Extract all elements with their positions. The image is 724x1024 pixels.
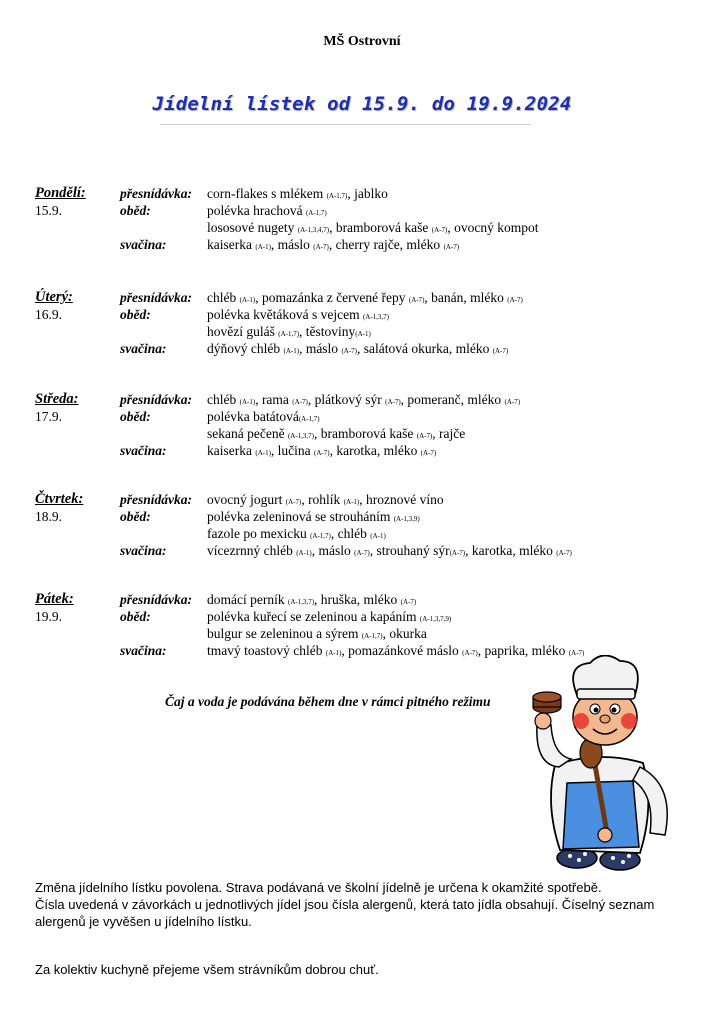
menu-row xyxy=(35,185,635,202)
food-text: , rohlík xyxy=(301,492,344,507)
menu-row xyxy=(35,202,635,219)
menu-row xyxy=(35,289,635,306)
allergen-code: (A-1) xyxy=(343,498,360,506)
allergen-code: (A-7) xyxy=(313,243,329,251)
wish-text: Za kolektiv kuchyně přejeme všem strávníkům dobrou chuť. xyxy=(35,962,379,977)
food-text: chléb xyxy=(207,290,240,305)
allergen-code: (A-1) xyxy=(355,330,371,338)
allergen-code: (A-7) xyxy=(314,449,330,457)
meal-label: přesnídávka: xyxy=(120,592,192,607)
day-block xyxy=(35,391,635,459)
food-text: kaiserka xyxy=(207,443,256,458)
food-text: corn-flakes s mlékem xyxy=(207,186,327,201)
food-text: dýňový chléb xyxy=(207,341,284,356)
menu-row xyxy=(35,525,635,542)
food-items xyxy=(207,236,459,256)
food-text: , okurka xyxy=(382,626,427,641)
food-text: , hruška, mléko xyxy=(314,592,401,607)
allergen-code: (A-1) xyxy=(239,296,256,304)
food-text: polévka hrachová xyxy=(207,203,306,218)
meal-label: oběd: xyxy=(120,609,151,624)
notes xyxy=(35,879,675,930)
allergen-code: (A-1,7) xyxy=(298,415,320,423)
day-name: Pondělí: xyxy=(35,185,86,201)
food-text: , bramborová kaše xyxy=(329,220,432,235)
allergen-code: (A-7) xyxy=(556,549,572,557)
allergen-code: (A-1) xyxy=(255,449,271,457)
day-date: 16.9. xyxy=(35,307,62,322)
food-text: domácí perník xyxy=(207,592,288,607)
allergen-code: (A-1,7) xyxy=(361,632,383,640)
meal-label: svačina: xyxy=(120,443,167,458)
menu-row xyxy=(35,425,635,442)
food-text: , pomazánkové máslo xyxy=(341,643,463,658)
allergen-code: (A-1,3,9) xyxy=(393,515,420,523)
food-text: polévka květáková s vejcem xyxy=(207,307,363,322)
allergen-code: (A-7) xyxy=(492,347,509,355)
menu-row xyxy=(35,340,635,357)
food-text: , bramborová kaše xyxy=(314,426,417,441)
food-text: , rama xyxy=(255,392,293,407)
allergen-code: (A-7) xyxy=(354,549,370,557)
meal-label: svačina: xyxy=(120,237,167,252)
menu-row xyxy=(35,625,635,642)
day-block xyxy=(35,491,635,559)
food-text: polévka batátová xyxy=(207,409,299,424)
menu-row xyxy=(35,391,635,408)
food-items xyxy=(207,542,572,562)
food-text: , ovocný kompot xyxy=(447,220,539,235)
allergen-code: (A-7) xyxy=(385,398,401,406)
meal-label: přesnídávka: xyxy=(120,290,192,305)
chef-illustration xyxy=(515,655,695,875)
menu-row xyxy=(35,591,635,608)
menu-row xyxy=(35,306,635,323)
day-block xyxy=(35,591,635,659)
meal-label: přesnídávka: xyxy=(120,186,192,201)
allergen-code: (A-1,3,7) xyxy=(287,432,315,440)
food-text: vícezrnný chléb xyxy=(207,543,297,558)
food-text: , paprika, mléko xyxy=(477,643,569,658)
allergen-code: (A-1,3,7,9) xyxy=(419,615,452,623)
allergen-code: (A-1,7) xyxy=(326,192,348,200)
meal-label: oběd: xyxy=(120,409,151,424)
food-text: , jablko xyxy=(347,186,388,201)
menu-row xyxy=(35,323,635,340)
allergen-code: (A-1) xyxy=(370,532,386,540)
menu-row xyxy=(35,608,635,625)
note-line: Čísla uvedená v závorkách u jednotlivých jídel jsou čísla alergenů, která tato jídla obsahují. Číselný seznam xyxy=(35,897,655,912)
allergen-code: (A-1,7) xyxy=(278,330,300,338)
food-items xyxy=(207,442,436,462)
day-name: Čtvrtek: xyxy=(35,491,84,507)
allergen-code: (A-7) xyxy=(285,498,302,506)
allergen-code: (A-1,3,7) xyxy=(362,313,390,321)
allergen-code: (A-7) xyxy=(341,347,357,355)
food-text: , banán, mléko xyxy=(424,290,508,305)
allergen-code: (A-1) xyxy=(239,398,256,406)
food-text: , máslo xyxy=(311,543,355,558)
allergen-code: (A-7) xyxy=(462,649,478,657)
drink-note: Čaj a voda je podávána během dne v rámci pitného režimu xyxy=(165,694,491,709)
menu-row xyxy=(35,542,635,559)
note-line: Změna jídelního lístku povolena. Strava podávaná ve školní jídelně je určena k okamžité spotřebě. xyxy=(35,880,602,895)
menu-row xyxy=(35,508,635,525)
food-text: , strouhaný sýr xyxy=(369,543,450,558)
food-text: fazole po mexicku xyxy=(207,526,311,541)
day-block xyxy=(35,185,635,253)
day-name: Pátek: xyxy=(35,591,74,607)
allergen-code: (A-1,7) xyxy=(305,209,327,217)
allergen-code: (A-1,7) xyxy=(310,532,331,540)
food-text: polévka kuřecí se zeleninou a kapáním xyxy=(207,609,420,624)
menu-row xyxy=(35,491,635,508)
allergen-code: (A-7) xyxy=(416,432,433,440)
food-text: , karotka, mléko xyxy=(329,443,421,458)
food-text: , cherry rajče, mléko xyxy=(328,237,444,252)
day-date: 15.9. xyxy=(35,203,62,218)
food-text: bulgur se zeleninou a sýrem xyxy=(207,626,362,641)
allergen-code: (A-7) xyxy=(420,449,437,457)
allergen-code: (A-7) xyxy=(504,398,521,406)
menu-row xyxy=(35,219,635,236)
meal-label: svačina: xyxy=(120,643,167,658)
food-text: chléb xyxy=(207,392,240,407)
day-date: 18.9. xyxy=(35,509,62,524)
meal-label: oběd: xyxy=(120,307,151,322)
meal-label: svačina: xyxy=(120,341,167,356)
day-name: Úterý: xyxy=(35,289,73,305)
food-text: , těstoviny xyxy=(299,324,356,339)
food-text: , plátkový sýr xyxy=(307,392,386,407)
food-text: , pomeranč, mléko xyxy=(400,392,505,407)
food-text: , chléb xyxy=(330,526,371,541)
food-text: sekaná pečeně xyxy=(207,426,288,441)
food-text: , máslo xyxy=(299,341,342,356)
meal-label: přesnídávka: xyxy=(120,392,192,407)
allergen-code: (A-1) xyxy=(255,243,271,251)
food-text: , karotka, mléko xyxy=(465,543,557,558)
food-items xyxy=(207,340,508,360)
allergen-code: (A-7) xyxy=(507,296,523,304)
note-line: alergenů je vyvěšen u jídelního lístku. xyxy=(35,914,252,929)
day-name: Středa: xyxy=(35,391,79,407)
day-date: 17.9. xyxy=(35,409,62,424)
food-text: , lučina xyxy=(270,443,315,458)
allergen-code: (A-1) xyxy=(296,549,312,557)
food-text: tmavý toastový chléb xyxy=(207,643,326,658)
meal-label: přesnídávka: xyxy=(120,492,192,507)
menu-row xyxy=(35,442,635,459)
allergen-code: (A-1,3,7) xyxy=(287,598,315,606)
menu-row xyxy=(35,236,635,253)
food-text: , pomazánka z červené řepy xyxy=(255,290,409,305)
food-text: , rajče xyxy=(432,426,466,441)
allergen-code: (A-7) xyxy=(292,398,308,406)
food-text: , máslo xyxy=(270,237,314,252)
allergen-code: (A-7) xyxy=(400,598,417,606)
day-date: 19.9. xyxy=(35,609,62,624)
page-title: Jídelní lístek od 15.9. do 19.9.2024 xyxy=(152,93,572,115)
food-text: , hroznové víno xyxy=(359,492,444,507)
allergen-code: (A-7) xyxy=(431,226,448,234)
allergen-code: (A-7) xyxy=(443,243,460,251)
food-text: ovocný jogurt xyxy=(207,492,286,507)
meal-label: oběd: xyxy=(120,203,151,218)
food-text: lososové nugety xyxy=(207,220,298,235)
food-text: hovězí guláš xyxy=(207,324,279,339)
meal-label: oběd: xyxy=(120,509,151,524)
day-block xyxy=(35,289,635,357)
allergen-code: (A-7) xyxy=(408,296,425,304)
allergen-code: (A-1) xyxy=(325,649,342,657)
meal-label: svačina: xyxy=(120,543,167,558)
title-underline xyxy=(160,124,530,125)
food-text: kaiserka xyxy=(207,237,256,252)
allergen-code: (A-1,3,4,7) xyxy=(297,226,330,234)
school-name: MŠ Ostrovní xyxy=(323,34,401,49)
allergen-code: (A-7) xyxy=(568,649,585,657)
allergen-code: (A-7) xyxy=(449,549,466,557)
menu-row xyxy=(35,408,635,425)
allergen-code: (A-1) xyxy=(283,347,300,355)
food-text: polévka zeleninová se strouháním xyxy=(207,509,394,524)
food-text: , salátová okurka, mléko xyxy=(357,341,493,356)
